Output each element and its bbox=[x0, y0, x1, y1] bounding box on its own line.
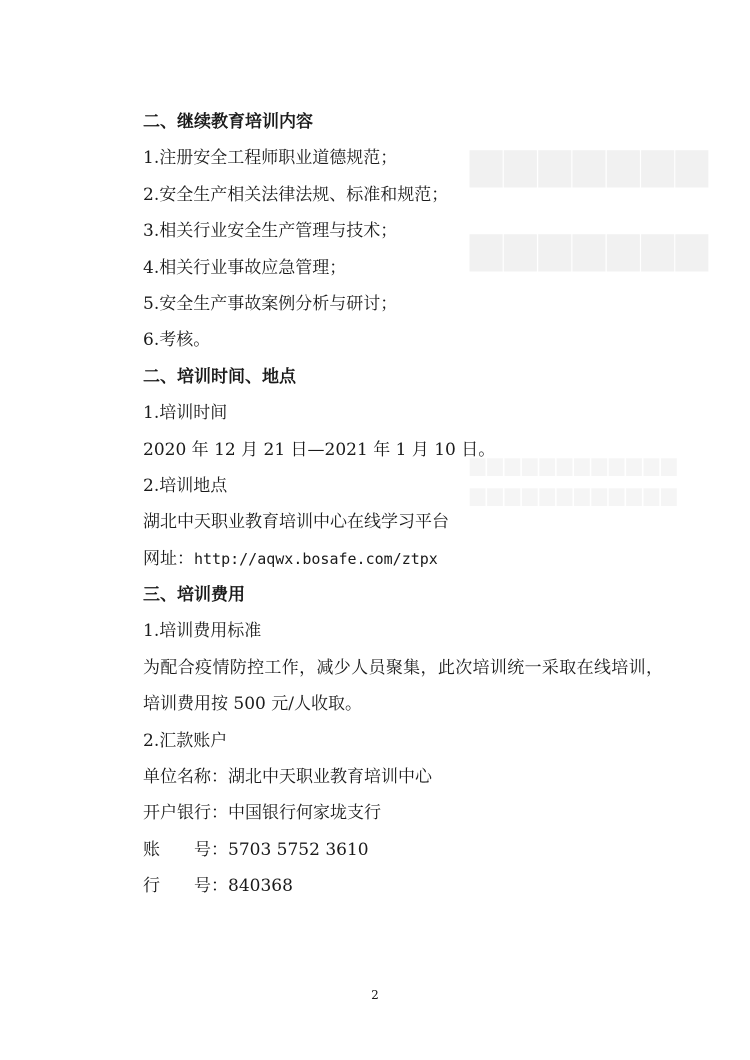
account-number: 号：5703 5752 3610 bbox=[194, 839, 369, 860]
page-number: 2 bbox=[371, 988, 379, 1002]
website-url: http://aqwx.bosafe.com/ztpx bbox=[194, 549, 438, 568]
bank-code-key: 行 bbox=[143, 876, 160, 897]
bleed-through-text: ▆▆▆▆▆▆▆ bbox=[470, 138, 711, 187]
section-heading: 三、培训费用 bbox=[143, 585, 245, 606]
sub-label: 1.培训时间 bbox=[143, 403, 228, 424]
website-label: 网址： bbox=[143, 548, 194, 569]
sub-label: 1.培训费用标准 bbox=[143, 621, 262, 642]
account-number-line bbox=[143, 832, 663, 868]
list-item: 6.考核。 bbox=[143, 330, 211, 351]
training-place: 湖北中天职业教育培训中心在线学习平台 bbox=[143, 512, 449, 533]
fee-paragraph: 为配合疫情防控工作，减少人员聚集，此次培训统一采取在线培训，培训费用按 500 元/人收取。 bbox=[143, 657, 663, 715]
account-key: 账 bbox=[143, 839, 160, 860]
list-item: 5.安全生产事故案例分析与研讨； bbox=[143, 293, 398, 314]
bleed-through-text: ▆▆▆▆▆▆▆▆▆▆▆▆ bbox=[470, 452, 679, 476]
list-item: 3.相关行业安全生产管理与技术； bbox=[143, 221, 398, 242]
list-item: 2.安全生产相关法律法规、标准和规范； bbox=[143, 184, 449, 205]
unit-name: 单位名称：湖北中天职业教育培训中心 bbox=[143, 767, 432, 788]
bank-code-line bbox=[143, 868, 663, 904]
document-body bbox=[143, 104, 663, 905]
bleed-through-text: ▆▆▆▆▆▆▆▆▆▆▆▆ bbox=[470, 482, 679, 506]
bleed-through-text: ▆▆▆▆▆▆▆ bbox=[470, 222, 711, 271]
bank-name: 开户银行：中国银行何家垅支行 bbox=[143, 803, 381, 824]
website-line bbox=[143, 541, 663, 577]
section-heading: 二、继续教育培训内容 bbox=[143, 112, 313, 132]
section-heading: 二、培训时间、地点 bbox=[143, 366, 296, 387]
training-time: 2020 年 12 月 21 日—2021 年 1 月 10 日。 bbox=[143, 439, 496, 460]
bank-code: 号：840368 bbox=[194, 876, 293, 897]
sub-label: 2.培训地点 bbox=[143, 475, 228, 496]
list-item: 4.相关行业事故应急管理； bbox=[143, 257, 347, 278]
sub-label: 2.汇款账户 bbox=[143, 730, 228, 751]
list-item: 1.注册安全工程师职业道德规范； bbox=[143, 148, 398, 169]
